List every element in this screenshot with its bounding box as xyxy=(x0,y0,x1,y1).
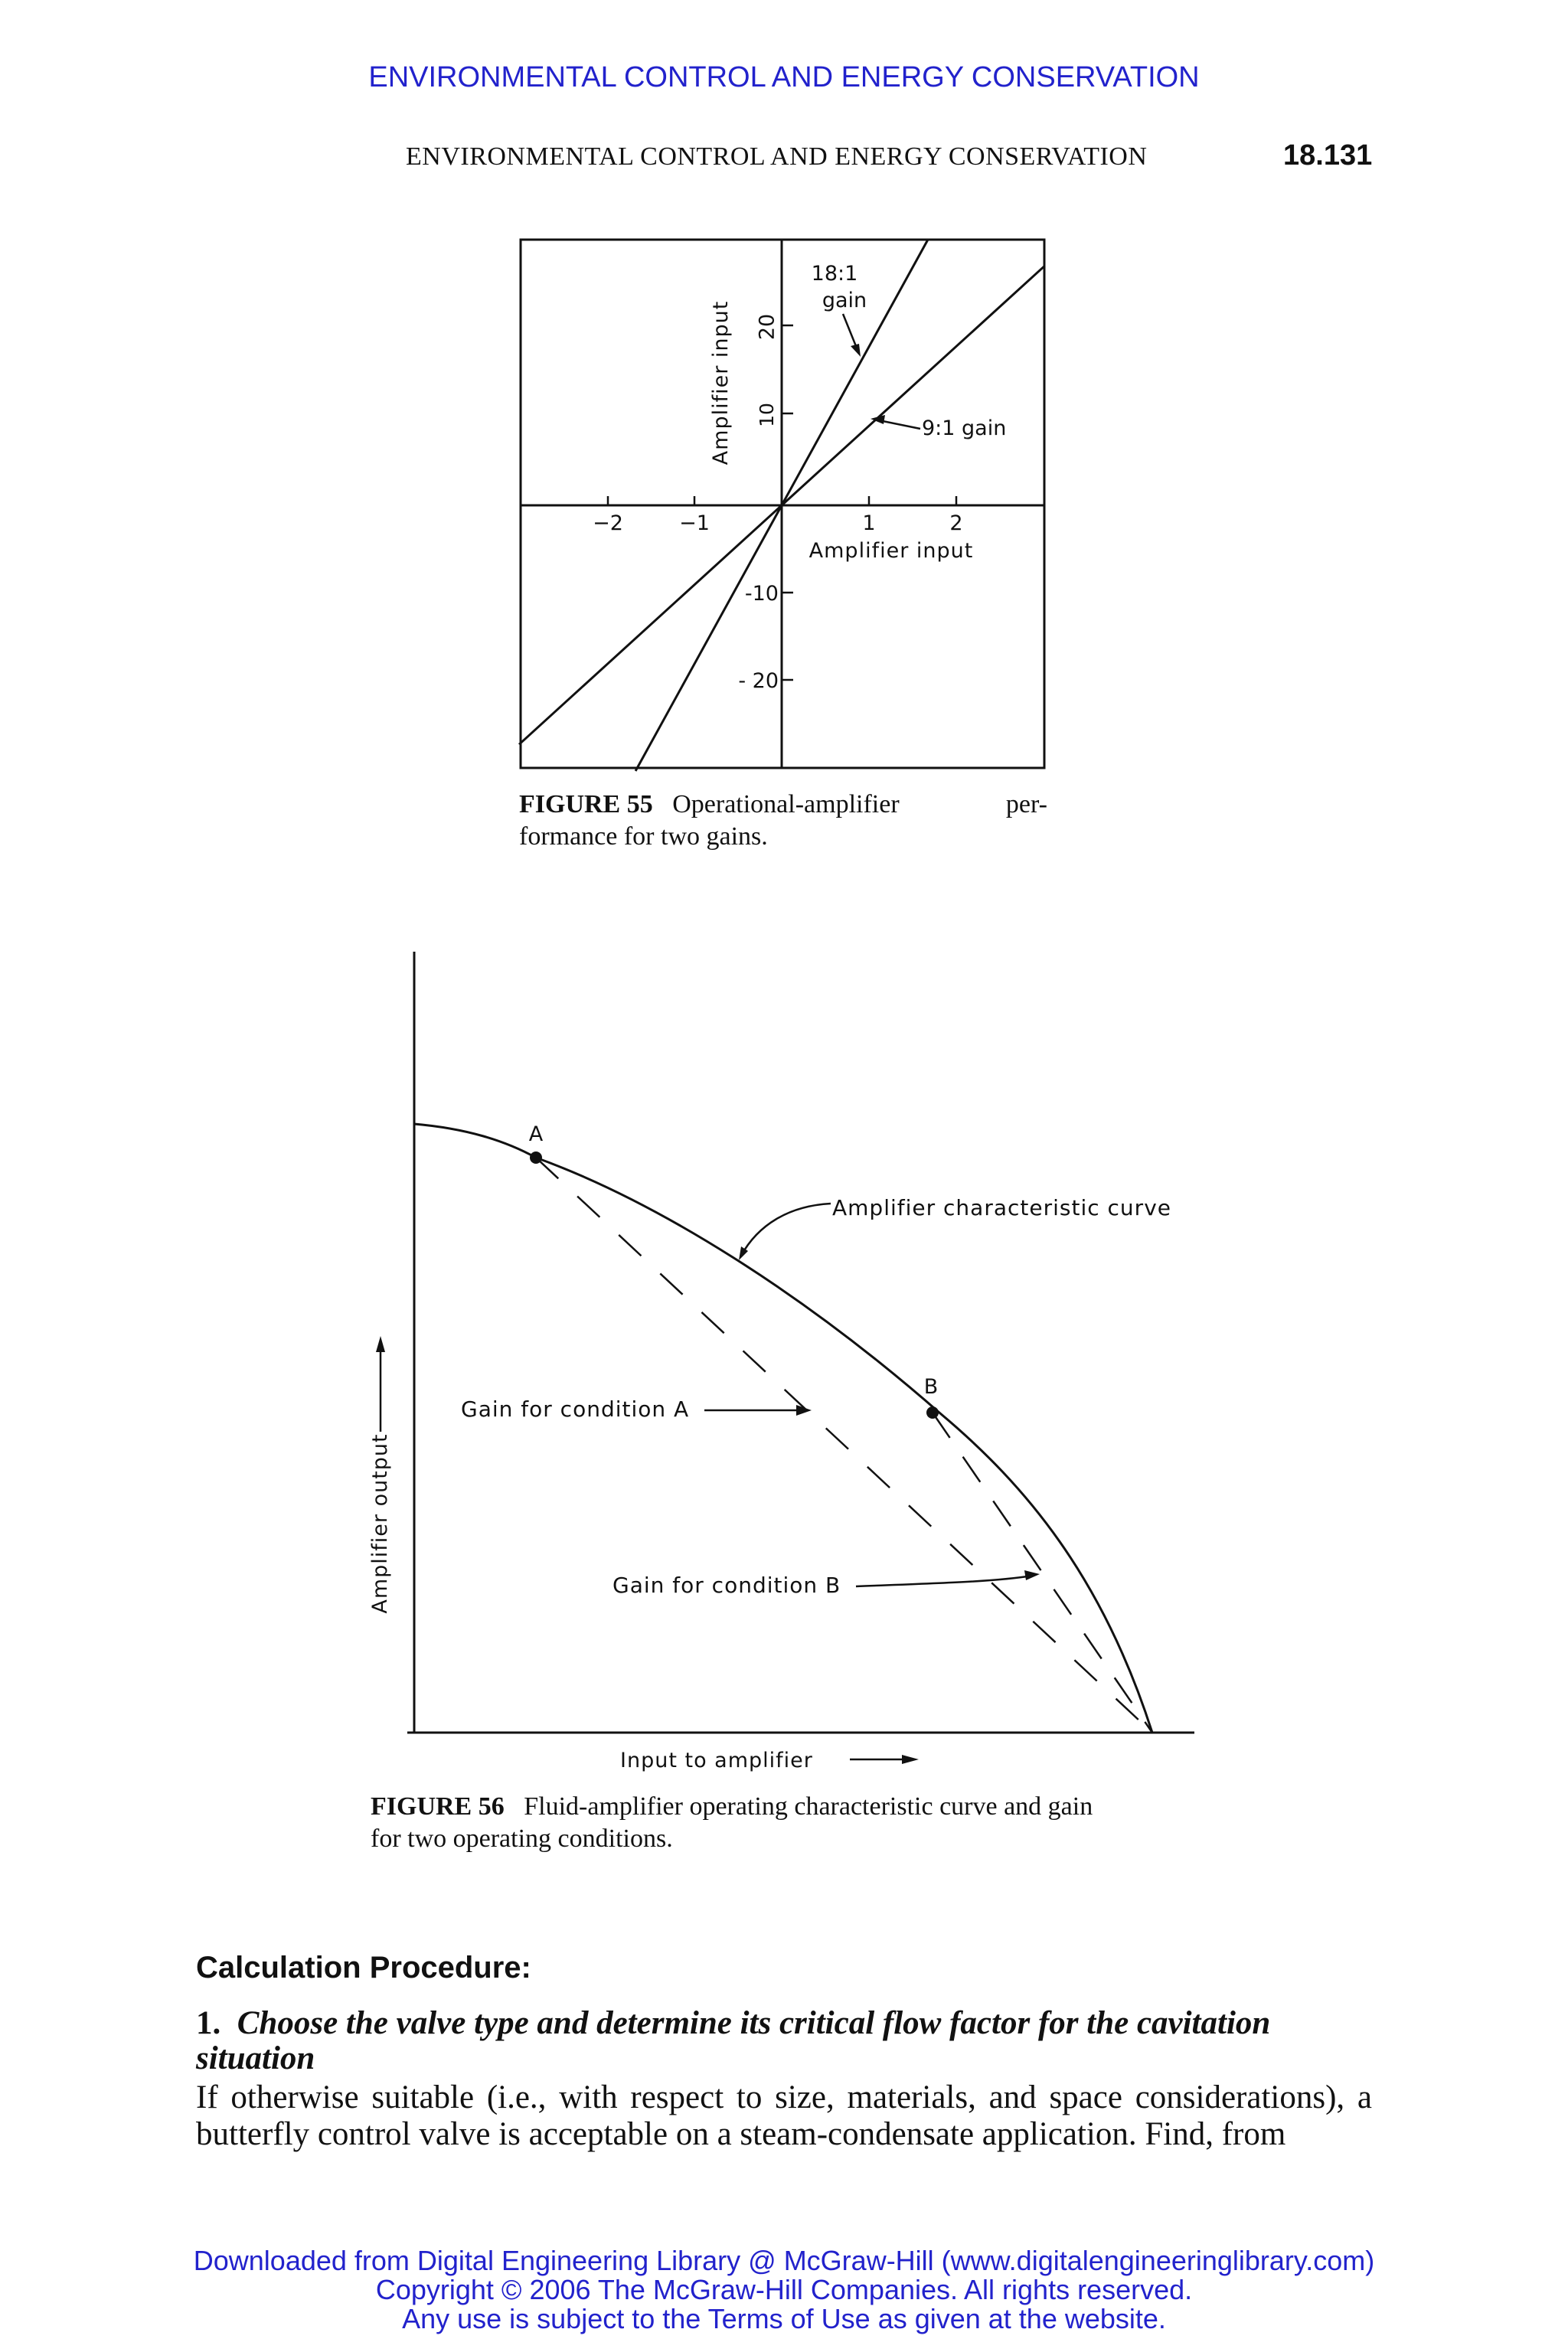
step-title: Choose the valve type and determine its critical flow factor for the cavitation situation xyxy=(196,2005,1271,2076)
figure-56-caption xyxy=(371,1791,1197,1855)
point-b-label: B xyxy=(923,1375,939,1399)
annotation-18-to-1: 18:1 xyxy=(811,262,858,286)
y-tick-label-minus-20: - 20 xyxy=(738,669,779,693)
point-a xyxy=(530,1152,542,1164)
gain-b-leader xyxy=(856,1576,1032,1586)
figure-56-x-axis-label: Input to amplifier xyxy=(620,1749,813,1772)
figure-55-x-axis-label: Amplifier input xyxy=(808,539,974,563)
figure-56-x-arrowhead-icon xyxy=(902,1755,919,1764)
figure-55 xyxy=(0,0,1568,842)
point-a-label: A xyxy=(528,1122,544,1146)
figure-56 xyxy=(0,919,1568,1799)
footer-download-line: Downloaded from Digital Engineering Library @ McGraw-Hill (www.digitalengineeringlibrary.com) xyxy=(193,2245,1375,2276)
curve-label: Amplifier characteristic curve xyxy=(832,1195,1171,1220)
curve-label-leader xyxy=(741,1204,831,1256)
step-heading xyxy=(196,2006,1372,2076)
body-paragraph: If otherwise suitable (i.e., with respect to size, materials, and space considerations), a butterfly control valve is acceptable on a steam-condensate application. Find, from xyxy=(196,2079,1372,2152)
annotation-18-arrowhead-icon xyxy=(851,344,861,357)
figure-56-caption-text-1: Fluid-amplifier operating characteristic curve and gain xyxy=(524,1792,1093,1821)
annotation-18-to-1-gain: gain xyxy=(822,289,867,312)
figure-56-caption-line-1 xyxy=(371,1791,1197,1823)
footer-terms-line: Any use is subject to the Terms of Use as given at the website. xyxy=(402,2303,1166,2334)
curve-label-arrowhead-icon xyxy=(739,1246,748,1260)
x-tick-label-1: 1 xyxy=(862,511,876,535)
step-number: 1. xyxy=(196,2005,221,2041)
figure-56-y-axis-label: Amplifier output xyxy=(368,1433,392,1614)
figure-56-caption-line-2: for two operating conditions. xyxy=(371,1824,673,1853)
section-heading: Calculation Procedure: xyxy=(196,1951,531,1984)
figure-55-caption-text-1: Operational-amplifier per- xyxy=(672,790,1047,818)
figure-55-caption xyxy=(519,789,1047,853)
y-tick-label-20: 20 xyxy=(755,313,779,341)
gain-b-label: Gain for condition B xyxy=(612,1573,841,1598)
figure-55-caption-line-2: formance for two gains. xyxy=(519,822,768,851)
point-b xyxy=(926,1406,939,1419)
annotation-9-to-1: 9:1 gain xyxy=(922,416,1007,440)
gain-a-label: Gain for condition A xyxy=(461,1396,690,1422)
gain-line-condition-b xyxy=(933,1413,1152,1733)
figure-55-caption-line-1 xyxy=(519,789,1047,821)
y-tick-label-10: 10 xyxy=(756,403,778,427)
figure-56-y-arrowhead-icon xyxy=(376,1336,385,1352)
x-tick-label-2: 2 xyxy=(949,511,963,535)
running-head: ENVIRONMENTAL CONTROL AND ENERGY CONSERVATION xyxy=(406,142,1148,171)
figure-55-y-axis-label: Amplifier input xyxy=(709,300,733,466)
x-tick-label-minus-2: −2 xyxy=(593,511,623,535)
footer-copyright-line: Copyright © 2006 The McGraw-Hill Companies. All rights reserved. xyxy=(375,2274,1193,2305)
gain-line-condition-a xyxy=(536,1158,1152,1733)
figure-55-caption-label: FIGURE 55 xyxy=(519,790,653,818)
page-number: 18.131 xyxy=(1283,139,1373,172)
gain-b-arrowhead-icon xyxy=(1024,1570,1040,1580)
top-banner: ENVIRONMENTAL CONTROL AND ENERGY CONSERVATION xyxy=(368,61,1200,93)
x-tick-label-minus-1: −1 xyxy=(679,511,710,535)
figure-56-caption-label: FIGURE 56 xyxy=(371,1792,505,1821)
y-tick-label-minus-10: -10 xyxy=(744,582,779,606)
